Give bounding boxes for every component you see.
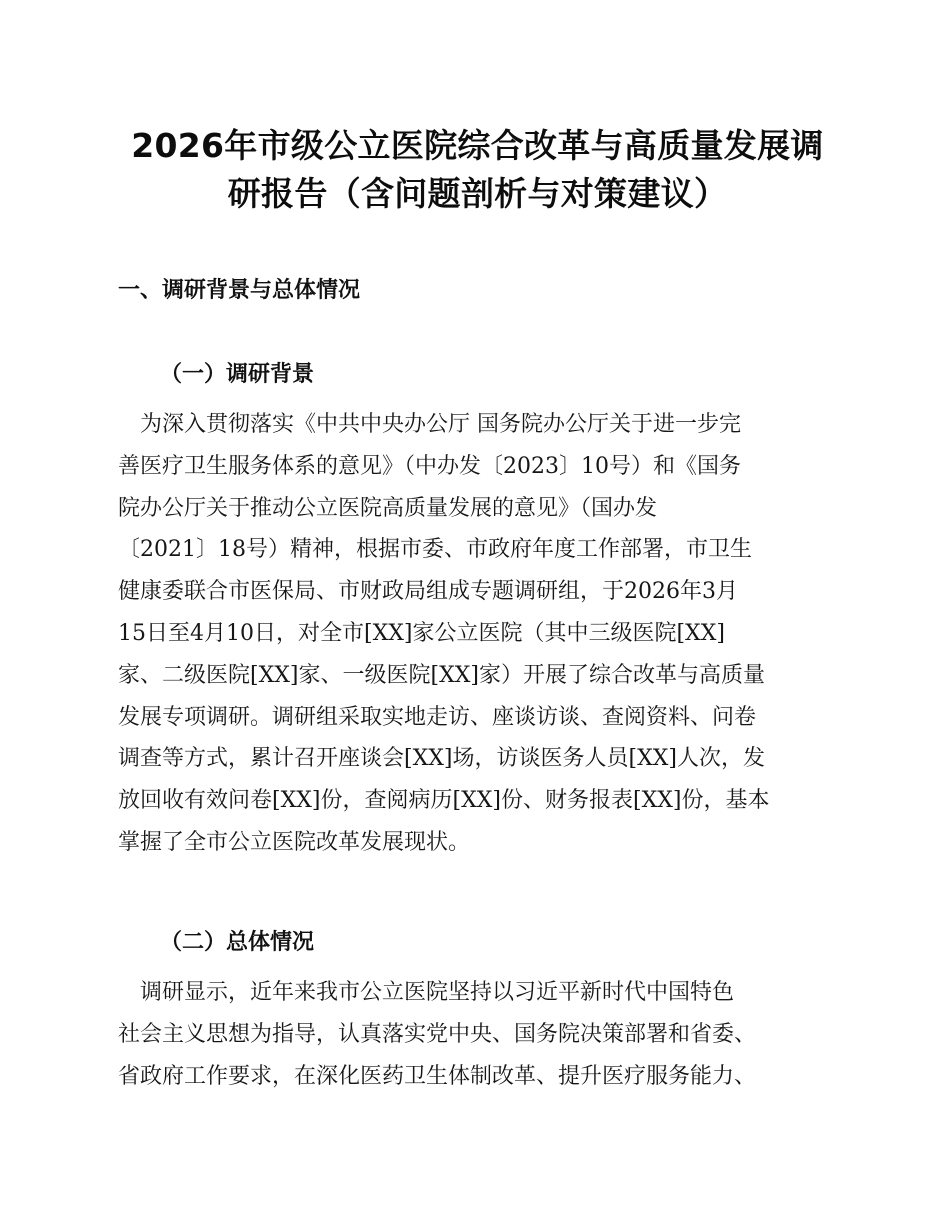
paragraph-background xyxy=(118,404,838,864)
subsection-heading-background: （一）调研背景 xyxy=(160,362,315,387)
paragraph-line: 〔2021〕18号）精神，根据市委、市政府年度工作部署，市卫生 xyxy=(118,537,752,563)
paragraph-overview xyxy=(118,972,838,1097)
paragraph-line: 为深入贯彻落实《中共中央办公厅 国务院办公厅关于进一步完 xyxy=(118,412,741,437)
paragraph-line: 15日至4月10日，对全市[XX]家公立医院（其中三级医院[XX] xyxy=(118,620,725,646)
paragraph-line: 调研显示，近年来我市公立医院坚持以习近平新时代中国特色 xyxy=(118,980,735,1005)
document-title-line: 研报告（含问题剖析与对策建议） xyxy=(227,174,728,213)
document-title xyxy=(120,122,835,218)
paragraph-line: 省政府工作要求，在深化医药卫生体制改革、提升医疗服务能力、 xyxy=(118,1063,757,1089)
paragraph-line: 放回收有效问卷[XX]份，查阅病历[XX]份、财务报表[XX]份，基本 xyxy=(118,788,770,814)
subsection-heading-overview: （二）总体情况 xyxy=(160,930,315,955)
paragraph-line: 健康委联合市医保局、市财政局组成专题调研组，于2026年3月 xyxy=(118,579,738,605)
paragraph-line: 发展专项调研。调研组采取实地走访、座谈访谈、查阅资料、问卷 xyxy=(118,704,757,730)
paragraph-line: 善医疗卫生服务体系的意见》（中办发〔2023〕10号）和《国务 xyxy=(118,453,741,479)
paragraph-line: 掌握了全市公立医院改革发展现状。 xyxy=(118,829,471,855)
paragraph-line: 调查等方式，累计召开座谈会[XX]场，访谈医务人员[XX]人次，发 xyxy=(118,746,765,772)
document-title-line: 2026年市级公立医院综合改革与高质量发展调 xyxy=(131,126,824,165)
paragraph-line: 院办公厅关于推动公立医院高质量发展的意见》（国办发 xyxy=(118,495,658,521)
paragraph-line: 社会主义思想为指导，认真落实党中央、国务院决策部署和省委、 xyxy=(118,1021,757,1047)
section-heading: 一、调研背景与总体情况 xyxy=(118,278,361,303)
paragraph-line: 家、二级医院[XX]家、一级医院[XX]家）开展了综合改革与高质量 xyxy=(118,662,765,688)
